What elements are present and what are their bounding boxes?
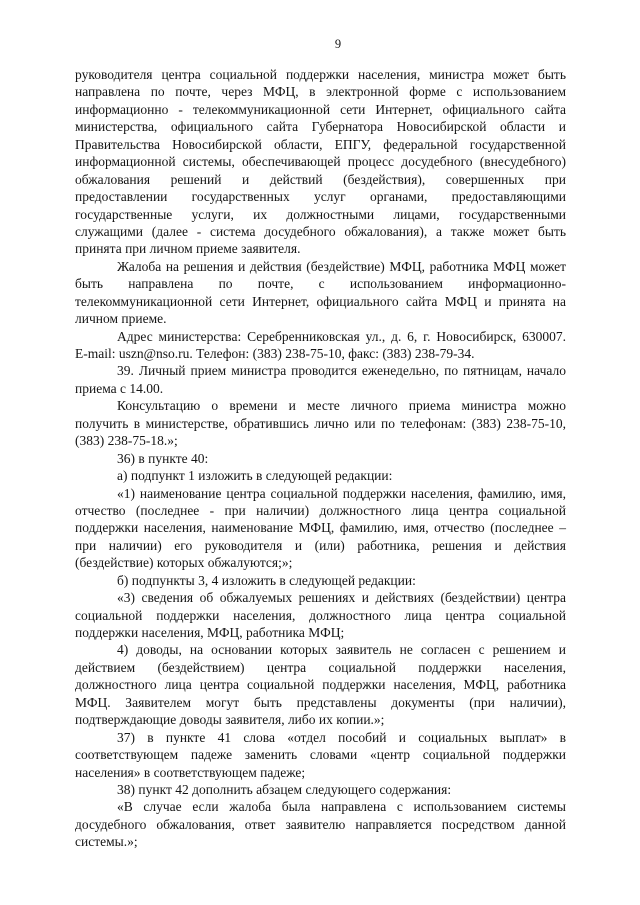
- paragraph-item-36: [75, 450, 566, 467]
- text-line: системы.»;: [75, 834, 138, 850]
- text-line: поддержки населения, МФЦ, работника МФЦ;: [75, 625, 345, 640]
- text-line: должностного лица центра социальной поддержки населения, МФЦ, работника: [75, 677, 566, 693]
- paragraph-consultation: [75, 397, 566, 449]
- text-line: МФЦ. Заявителем могут быть представлены документы (при наличии),: [75, 694, 566, 710]
- text-line: Адрес министерства: Серебренниковская ул., д. 6, г. Новосибирск, 630007.: [117, 328, 566, 344]
- text-line: Правительства Новосибирской области, ЕПГУ, федеральной государственной: [75, 136, 566, 152]
- text-line: «3) сведения об обжалуемых решениях и действиях (бездействии) центра: [117, 590, 566, 606]
- text-line: личном приеме.: [75, 311, 167, 327]
- paragraph-item-39-reception: [75, 362, 566, 397]
- text-line: «1) наименование центра социальной поддержки населения, фамилию, имя,: [117, 485, 566, 501]
- page-number: 9: [334, 37, 342, 51]
- text-line: направлена по почте, через МФЦ, в электронной форме с использованием: [75, 84, 566, 100]
- text-line: Жалоба на решения и действия (бездействие) МФЦ, работника МФЦ может: [117, 258, 566, 274]
- text-line: б) подпункты 3, 4 изложить в следующей редакции:: [117, 572, 416, 588]
- text-line: досудебного обжалования, ответ заявителю направляется посредством данной: [75, 816, 566, 832]
- paragraph-ministry-address: [75, 328, 566, 363]
- document-body: [75, 66, 566, 851]
- paragraph-subitem-3-text: [75, 589, 566, 641]
- text-line: государственные услуги, их должностными лицами, государственными: [75, 206, 566, 222]
- paragraph-subitem-1-text: [75, 485, 566, 572]
- paragraph-item-38-text: [75, 798, 566, 850]
- text-line: получить в министерстве, обратившись лично или по телефонам: (383) 238-75-10,: [75, 415, 566, 431]
- text-line: информационно - телекоммуникационной сети Интернет, официального сайта: [75, 101, 566, 117]
- text-line: телекоммуникационной сети Интернет, официального сайта МФЦ и принята на: [75, 293, 566, 309]
- text-line: отчество (последнее - при наличии) должностного лица центра социальной: [75, 502, 566, 518]
- text-line: а) подпункт 1 изложить в следующей редакции:: [117, 468, 393, 484]
- text-line: соответствующем падеже заменить словами «центр социальной поддержки: [75, 747, 566, 763]
- text-line: поддержки населения, наименование МФЦ, фамилию, имя, отчество (последнее –: [75, 520, 566, 536]
- paragraph-subitem-a: [75, 467, 566, 484]
- text-line: 39. Личный прием министра проводится еженедельно, по пятницам, начало: [117, 363, 566, 379]
- paragraph-item-38: [75, 781, 566, 798]
- text-line: социальной поддержки населения, должностного лица центра социальной: [75, 607, 566, 623]
- text-line: Консультацию о времени и месте личного приема министра можно: [117, 398, 566, 414]
- text-line: 37) в пункте 41 слова «отдел пособий и социальных выплат» в: [117, 729, 566, 745]
- text-line: принята при личном приеме заявителя.: [75, 241, 301, 257]
- text-line: населения» в соответствующем падеже;: [75, 764, 306, 780]
- text-line: E-mail: uszn@nso.ru. Телефон: (383) 238-75-10, факс: (383) 238-79-34.: [75, 346, 475, 361]
- text-line: быть направлена по почте, с использованием информационно-: [75, 276, 566, 292]
- text-line: (бездействие) которых обжалуются;»;: [75, 555, 293, 571]
- text-line: «В случае если жалоба была направлена с использованием системы: [117, 799, 566, 815]
- text-line: (383) 238-75-18.»;: [75, 433, 178, 449]
- paragraph-subitem-b: [75, 572, 566, 589]
- text-line: руководителя центра социальной поддержки населения, министра может быть: [75, 67, 566, 82]
- text-line: подтверждающие доводы заявителя, либо их копии.»;: [75, 712, 385, 728]
- text-line: при наличии) его руководителя и (или) работника, решения и действия: [75, 537, 566, 553]
- text-line: 36) в пункте 40:: [117, 450, 209, 466]
- paragraph-complaint-submission: [75, 66, 566, 258]
- paragraph-mfc-complaint: [75, 258, 566, 328]
- text-line: обжалования решений и действий (бездействия), совершенных при: [75, 171, 566, 187]
- text-line: действием (бездействием) центра социальной поддержки населения,: [75, 659, 566, 675]
- text-line: 4) доводы, на основании которых заявитель не согласен с решением и: [117, 642, 566, 658]
- text-line: приема с 14.00.: [75, 380, 164, 396]
- text-line: министерства, официального сайта Губернатора Новосибирской области и: [75, 119, 566, 135]
- text-line: предоставлении государственных услуг органами, предоставляющими: [75, 189, 566, 205]
- text-line: информационной системы, обеспечивающей процесс досудебного (внесудебного): [75, 154, 566, 170]
- text-line: 38) пункт 42 дополнить абзацем следующего содержания:: [117, 781, 452, 797]
- paragraph-subitem-4-text: [75, 641, 566, 728]
- paragraph-item-37: [75, 729, 566, 781]
- text-line: служащими (далее - система досудебного обжалования), а также может быть: [75, 223, 566, 239]
